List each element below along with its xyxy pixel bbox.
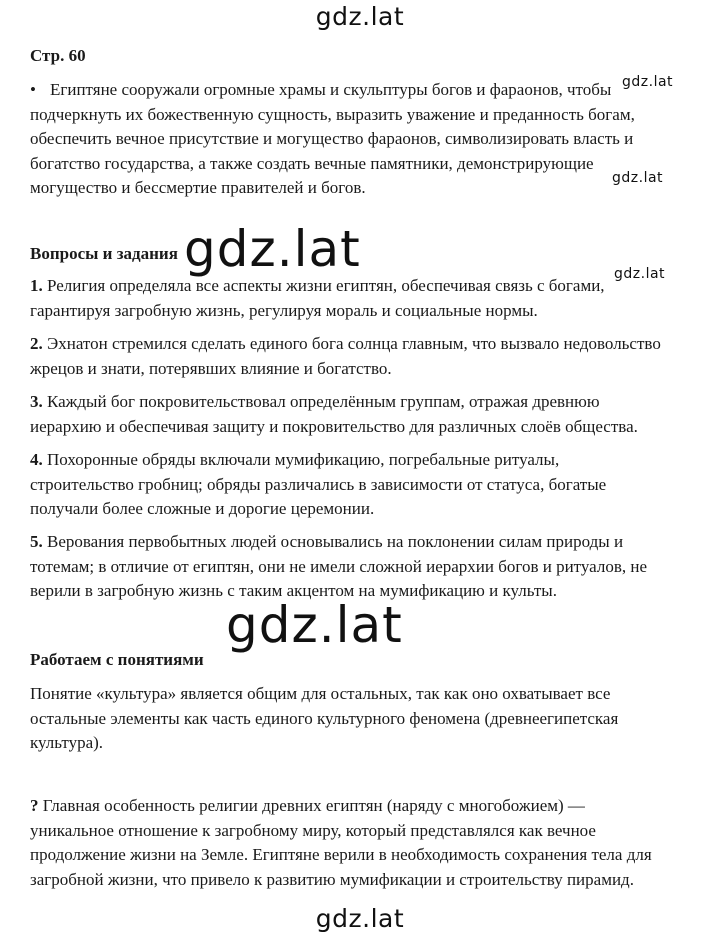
question-answer-5: [30, 530, 690, 604]
bullet-icon: •: [30, 80, 36, 99]
final-line: ? Главная особенность религии древних египтян (наряду с многобожием) —: [30, 796, 585, 815]
final-paragraph: [30, 794, 690, 892]
concepts-line: остальные элементы как часть единого культурного феномена (древнеегипетская: [30, 708, 619, 728]
watermark-large: gdz.lat: [184, 220, 361, 278]
final-line: уникальное отношение к загробному миру, который представлялся как вечное: [30, 820, 596, 840]
intro-line: подчеркнуть их божественную сущность, выразить уважение и преданность богам,: [30, 104, 635, 124]
question-answer-4: [30, 448, 690, 522]
watermark-top: gdz.lat: [315, 2, 405, 31]
answer-line: получали более сложные и дорогие церемонии.: [30, 499, 375, 518]
answer-line: 5. Верования первобытных людей основывались на поклонении силам природы и: [30, 532, 624, 551]
questions-heading: Вопросы и задания: [30, 244, 178, 263]
answer-line: иерархию и обеспечивая защиту и покровительство для различных слоёв общества.: [30, 416, 638, 436]
answer-number: 3.: [30, 392, 43, 411]
watermark-small: gdz.lat: [622, 74, 674, 90]
final-line: загробной жизни, что привело к развитию мумификации и строительству пирамид.: [30, 869, 634, 889]
final-line: продолжение жизни на Земле. Египтяне верили в необходимость сохранения тела для: [30, 845, 652, 864]
concepts-line: культура).: [30, 733, 104, 752]
watermark-bottom: gdz.lat: [315, 904, 405, 933]
concepts-paragraph: [30, 682, 690, 756]
concepts-line: Понятие «культура» является общим для остальных, так как оно охватывает все: [30, 684, 611, 703]
watermark-small: gdz.lat: [612, 170, 664, 186]
answer-number: 5.: [30, 532, 43, 551]
watermark-small: gdz.lat: [614, 266, 666, 282]
answer-line: 1. Религия определяла все аспекты жизни египтян, обеспечивая связь с богами,: [30, 276, 605, 295]
answer-number: 1.: [30, 276, 43, 295]
answer-line: строительство гробниц; обряды различались в зависимости от статуса, богатые: [30, 474, 607, 494]
watermark-large: gdz.lat: [226, 596, 403, 654]
intro-line: богатство государства, а также создать вечные памятники, демонстрирующие: [30, 153, 594, 173]
answer-number: 2.: [30, 334, 43, 353]
question-mark-icon: ?: [30, 796, 39, 815]
answer-line: тотемам; в отличие от египтян, они не имели сложной иерархии богов и ритуалов, не: [30, 556, 647, 576]
answer-line: 3. Каждый бог покровительствовал определённым группам, отражая древнюю: [30, 392, 600, 411]
answer-number: 4.: [30, 450, 43, 469]
page-label: Стр. 60: [30, 46, 86, 65]
intro-line: • Египтяне сооружали огромные храмы и скульптуры богов и фараонов, чтобы: [30, 78, 690, 103]
answer-line: 4. Похоронные обряды включали мумификацию, погребальные ритуалы,: [30, 450, 560, 469]
answer-line: 2. Эхнатон стремился сделать единого бога солнца главным, что вызвало недовольство: [30, 334, 661, 353]
concepts-heading: Работаем с понятиями: [30, 650, 204, 669]
answer-line: гарантируя загробную жизнь, регулируя мораль и социальные нормы.: [30, 300, 538, 320]
intro-paragraph: [30, 78, 690, 201]
intro-line: обеспечить вечное присутствие и могущество фараонов, символизировать власть и: [30, 129, 634, 148]
question-answer-2: [30, 332, 690, 381]
question-answer-3: [30, 390, 690, 439]
answer-line: жрецов и знати, потерявших влияние и богатство.: [30, 358, 392, 378]
answer-line: верили в загробную жизнь с таким акцентом на мумификацию и культы.: [30, 581, 557, 600]
intro-line: могущество и бессмертие правителей и богов.: [30, 178, 366, 197]
question-answer-1: [30, 274, 690, 323]
